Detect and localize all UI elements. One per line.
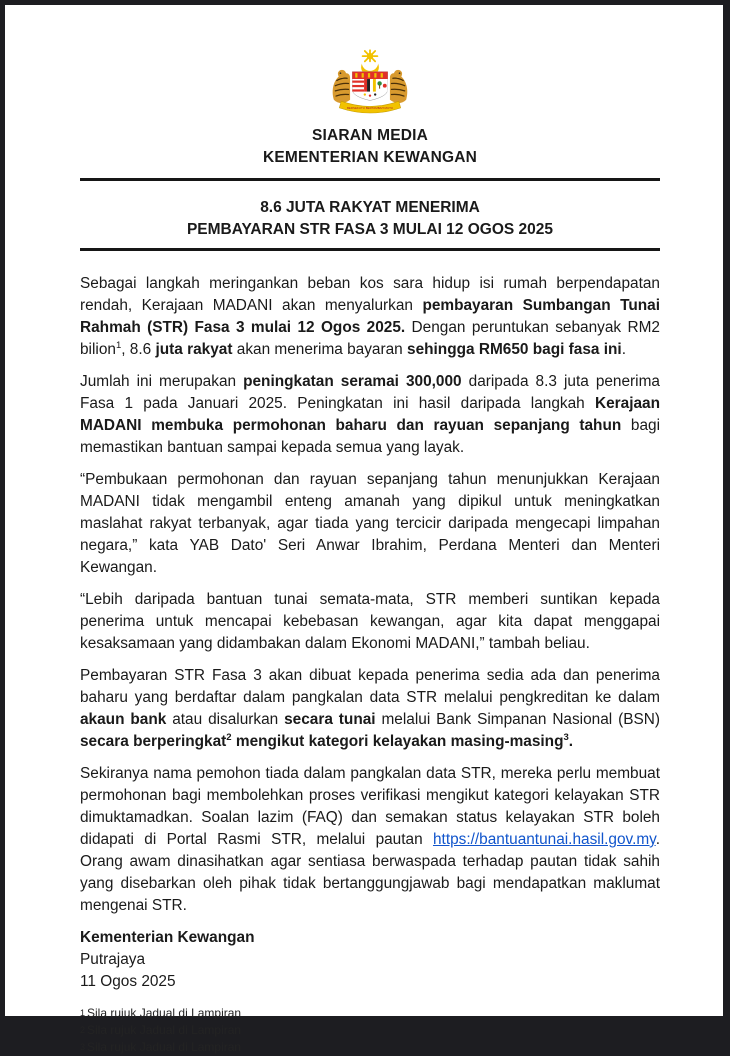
body-text-bold: secara tunai bbox=[284, 711, 376, 728]
body-paragraphs bbox=[80, 273, 660, 917]
body-text-bold: Kerajaan MADANI membuka permohonan baharu dan rayuan sepanjang tahun bbox=[80, 395, 660, 434]
divider-bottom bbox=[80, 248, 660, 251]
body-text: Pembayaran STR Fasa 3 akan dibuat kepada penerima sedia ada dan penerima baharu yang berdaftar dalam pangkalan data STR melalui pengkreditan ke dalam bbox=[80, 667, 660, 706]
body-text-bold: sehingga RM650 bagi fasa ini bbox=[407, 341, 622, 358]
body-text: , 8.6 bbox=[121, 341, 156, 358]
footnote-reference: 2 bbox=[226, 731, 232, 743]
signoff-location: Putrajaya bbox=[80, 951, 146, 968]
footnote: 2 Sila rujuk Jadual di Lampiran bbox=[80, 1023, 242, 1037]
portal-str-link[interactable]: https://bantuantunai.hasil.gov.my bbox=[432, 831, 656, 848]
document-title-line-2: PEMBAYARAN STR FASA 3 MULAI 12 OGOS 2025 bbox=[186, 221, 554, 238]
signoff-org: Kementerian Kewangan bbox=[80, 929, 255, 946]
body-paragraph bbox=[80, 665, 660, 753]
body-text-bold: secara berperingkat bbox=[80, 733, 227, 750]
footnote-reference: 1 bbox=[115, 339, 122, 351]
body-text-bold: peningkatan seramai 300,000 bbox=[243, 373, 462, 390]
body-paragraph bbox=[80, 371, 660, 459]
body-text: Dengan peruntukan sebanyak RM2 bilion bbox=[80, 319, 660, 358]
body-text-bold: . bbox=[568, 733, 574, 750]
body-text: daripada 8.3 juta penerima Fasa 1 pada Januari 2025. Peningkatan ini hasil daripada langkah bbox=[80, 373, 660, 412]
press-release-page bbox=[5, 5, 723, 1054]
body-text-bold: akaun bank bbox=[80, 711, 167, 728]
footnote-reference: 3 bbox=[563, 731, 569, 743]
body-text: “Lebih daripada bantuan tunai semata-mata, STR memberi suntikan kepada penerima untuk mencapai kebebasan kewangan, agar kita dapat menggapai kesaksamaan yang didambakan dalam Ekonomi MADANI,” tambah beliau. bbox=[80, 591, 660, 652]
footnote-number: 2 bbox=[80, 1025, 86, 1035]
body-text: . Orang awam dinasihatkan agar sentiasa berwaspada terhadap pautan tidak sahih yang disebarkan oleh pihak tidak bertanggungjawab bagi mendapatkan maklumat mengenai STR. bbox=[80, 831, 660, 914]
footnotes-block bbox=[80, 1005, 660, 1056]
body-text-bold: juta rakyat bbox=[155, 341, 233, 358]
document-title-line-1: 8.6 JUTA RAKYAT MENERIMA bbox=[260, 199, 480, 216]
body-text: melalui Bank Simpanan Nasional (BSN) bbox=[375, 711, 660, 728]
masthead bbox=[80, 49, 660, 169]
body-paragraph bbox=[80, 469, 660, 579]
body-paragraph bbox=[80, 273, 660, 361]
document-body bbox=[80, 273, 660, 1056]
malaysia-coat-of-arms-icon bbox=[80, 49, 660, 121]
divider-top bbox=[80, 178, 660, 181]
masthead-line-2: KEMENTERIAN KEWANGAN bbox=[262, 149, 478, 166]
footnote-number: 3 bbox=[80, 1042, 86, 1052]
body-paragraph bbox=[80, 589, 660, 655]
body-text: atau disalurkan bbox=[166, 711, 285, 728]
body-paragraph bbox=[80, 763, 660, 917]
body-text: . bbox=[621, 341, 626, 358]
emblem-motto: BERSEKUTU BERTAMBAH MUTU bbox=[346, 105, 394, 110]
footnote-number: 1 bbox=[80, 1008, 86, 1018]
body-text: bagi memastikan bantuan sampai kepada semua yang layak. bbox=[80, 417, 660, 456]
body-text: Jumlah ini merupakan bbox=[80, 373, 244, 390]
body-text: Sebagai langkah meringankan beban kos sara hidup isi rumah berpendapatan rendah, Kerajaan MADANI akan menyalurkan bbox=[80, 275, 660, 314]
signoff-block bbox=[80, 927, 660, 993]
body-text: Sekiranya nama pemohon tiada dalam pangkalan data STR, mereka perlu membuat permohonan bagi membolehkan proses verifikasi mengikut kategori kelayakan STR dimuktamadkan. Soalan lazim (FAQ) dan semakan status kelayakan STR boleh didapati di Portal Rasmi STR, melalui pautan bbox=[80, 765, 660, 848]
body-text: “Pembukaan permohonan dan rayuan sepanjang tahun menunjukkan Kerajaan MADANI tidak mengambil enteng amanah yang dipikul untuk meningkatkan maslahat rakyat terbanyak, agar tiada yang tercicir daripada mengecapi limpahan negara,” kata YAB Dato' Seri Anwar Ibrahim, Perdana Menteri dan Menteri Kewangan. bbox=[80, 471, 660, 576]
footnote: 3 Sila rujuk Jadual di Lampiran bbox=[80, 1040, 242, 1054]
body-text-bold: mengikut kategori kelayakan masing-masing bbox=[231, 733, 564, 750]
signoff-date: 11 Ogos 2025 bbox=[80, 973, 176, 990]
body-text-bold: pembayaran Sumbangan Tunai Rahmah (STR) Fasa 3 mulai 12 Ogos 2025. bbox=[80, 297, 660, 336]
body-text: akan menerima bayaran bbox=[232, 341, 408, 358]
document-title bbox=[80, 197, 660, 241]
footnote: 1 Sila rujuk Jadual di Lampiran bbox=[80, 1006, 242, 1020]
masthead-line-1: SIARAN MEDIA bbox=[311, 127, 429, 144]
